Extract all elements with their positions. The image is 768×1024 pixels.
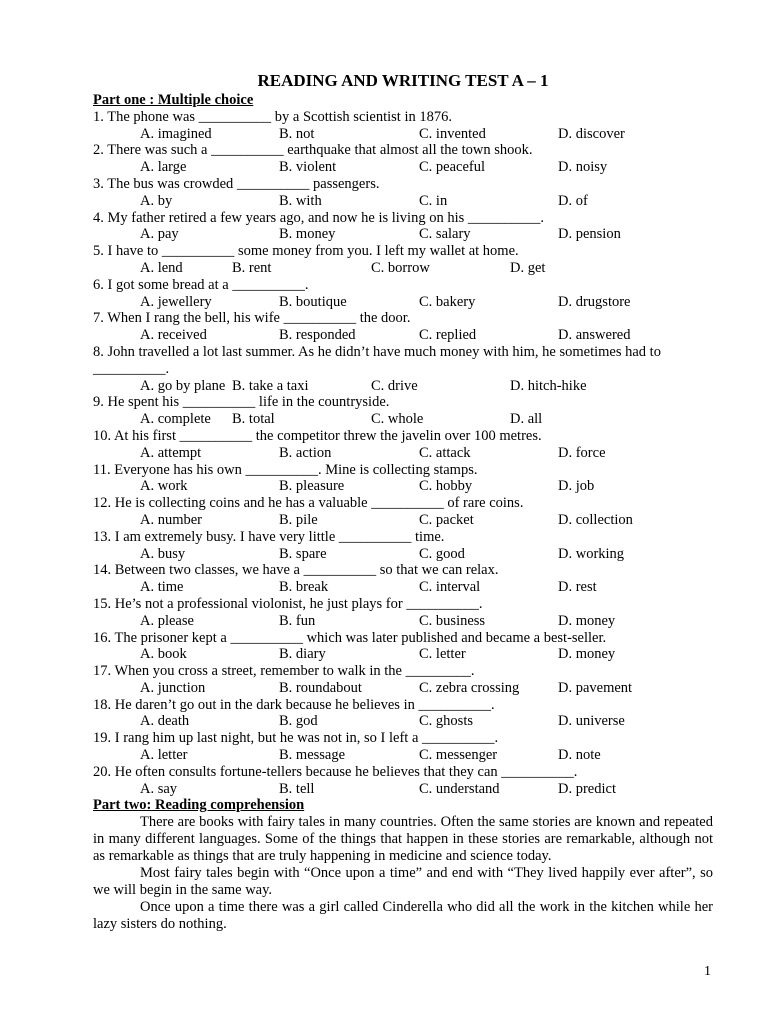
- answer-options-row: [93, 226, 713, 243]
- question-text: 9. He spent his __________ life in the countryside.: [93, 394, 390, 411]
- answer-option: D. pavement: [558, 679, 633, 696]
- answer-options-row: [93, 193, 713, 210]
- question-text: 12. He is collecting coins and he has a valuable __________ of rare coins.: [93, 495, 524, 512]
- answer-option: B. message: [279, 747, 346, 764]
- question-text: 20. He often consults fortune-tellers because he believes that they can __________.: [93, 763, 578, 780]
- answer-option: D. pension: [558, 226, 621, 243]
- answer-option: A. please: [140, 612, 194, 629]
- answer-option: D. job: [558, 478, 595, 495]
- answer-option: B. rent: [232, 259, 272, 276]
- page-number: 1: [704, 964, 711, 979]
- answer-option: A. imagined: [140, 125, 212, 142]
- question-text: 7. When I rang the bell, his wife __________ the door.: [93, 310, 411, 327]
- answer-option: C. letter: [419, 646, 466, 663]
- answer-option: B. boutique: [279, 293, 347, 310]
- answer-option: D. note: [558, 747, 601, 764]
- answer-option: C. good: [419, 545, 465, 562]
- answer-option: B. action: [279, 444, 332, 461]
- answer-options-row: [93, 579, 713, 596]
- question-text: 15. He’s not a professional violonist, he just plays for __________.: [93, 595, 483, 612]
- answer-option: B. spare: [279, 545, 327, 562]
- question-list: [93, 109, 713, 798]
- answer-options-row: [93, 478, 713, 495]
- reading-paragraph: Most fairy tales begin with “Once upon a time” and end with “They lived happily ever after”, so we will begin in the same way.: [93, 865, 713, 899]
- answer-option: B. with: [279, 192, 322, 209]
- answer-options-row: [93, 294, 713, 311]
- answer-option: D. drugstore: [558, 293, 631, 310]
- answer-options-row: [93, 445, 713, 462]
- answer-option: B. take a taxi: [232, 377, 309, 394]
- document-page: [93, 70, 713, 933]
- answer-option: B. not: [279, 125, 315, 142]
- question-text: 13. I am extremely busy. I have very little __________ time.: [93, 528, 445, 545]
- answer-option: D. force: [558, 444, 606, 461]
- question-text: 19. I rang him up last night, but he was not in, so I left a __________.: [93, 730, 499, 747]
- question-text: 6. I got some bread at a __________.: [93, 276, 309, 293]
- answer-option: C. messenger: [419, 747, 498, 764]
- answer-options-row: [93, 781, 713, 798]
- answer-option: C. borrow: [371, 259, 430, 276]
- answer-option: A. complete: [140, 411, 211, 428]
- answer-option: B. money: [279, 226, 336, 243]
- answer-options-row: [93, 713, 713, 730]
- answer-option: B. roundabout: [279, 679, 362, 696]
- answer-option: D. of: [558, 192, 588, 209]
- question-text: 17. When you cross a street, remember to walk in the _________.: [93, 663, 475, 680]
- answer-option: B. fun: [279, 612, 316, 629]
- answer-option: A. say: [140, 780, 178, 797]
- question-text: 3. The bus was crowded __________ passengers.: [93, 175, 380, 192]
- part-two-heading: Part two: Reading comprehension: [93, 797, 305, 814]
- answer-option: D. rest: [558, 579, 597, 596]
- answer-option: A. time: [140, 579, 184, 596]
- answer-option: D. collection: [558, 511, 633, 528]
- question-text: 2. There was such a __________ earthquake that almost all the town shook.: [93, 142, 533, 159]
- answer-option: C. interval: [419, 579, 481, 596]
- answer-option: A. junction: [140, 679, 206, 696]
- answer-option: C. drive: [371, 377, 418, 394]
- reading-paragraph: There are books with fairy tales in many countries. Often the same stories are known and repeated in many different languages. Some of the things that happen in these stories are remarkable, although not as remarkable as things that are truly happening in medicine and science today.: [93, 814, 713, 865]
- question-text: 5. I have to __________ some money from you. I left my wallet at home.: [93, 243, 519, 260]
- question-text: 18. He daren’t go out in the dark because he believes in __________.: [93, 696, 495, 713]
- answer-option: C. salary: [419, 226, 471, 243]
- question-text: 11. Everyone has his own __________. Mine is collecting stamps.: [93, 461, 478, 478]
- answer-option: C. invented: [419, 125, 486, 142]
- answer-option: A. lend: [140, 259, 183, 276]
- answer-option: A. number: [140, 511, 203, 528]
- answer-option: A. letter: [140, 747, 188, 764]
- answer-option: C. packet: [419, 511, 474, 528]
- answer-option: A. work: [140, 478, 188, 495]
- answer-option: C. peaceful: [419, 159, 486, 176]
- answer-options-row: [93, 327, 713, 344]
- answer-option: D. hitch-hike: [510, 377, 587, 394]
- answer-option: D. get: [510, 259, 546, 276]
- answer-option: D. noisy: [558, 159, 608, 176]
- answer-option: B. god: [279, 713, 318, 730]
- answer-option: D. universe: [558, 713, 625, 730]
- answer-option: A. busy: [140, 545, 186, 562]
- answer-option: D. predict: [558, 780, 616, 797]
- answer-options-row: [93, 613, 713, 630]
- answer-option: A. go by plane: [140, 377, 226, 394]
- answer-option: D. all: [510, 411, 543, 428]
- answer-options-row: [93, 411, 713, 428]
- question-text-continued: __________.: [93, 360, 170, 377]
- page-title: READING AND WRITING TEST A – 1: [257, 71, 549, 90]
- answer-option: B. tell: [279, 780, 315, 797]
- answer-option: A. book: [140, 646, 187, 663]
- question-text: 8. John travelled a lot last summer. As he didn’t have much money with him, he sometimes had to: [93, 343, 661, 360]
- answer-option: C. replied: [419, 327, 477, 344]
- answer-options-row: [93, 260, 713, 277]
- answer-option: C. whole: [371, 411, 424, 428]
- question-text: 1. The phone was __________ by a Scottish scientist in 1876.: [93, 108, 452, 125]
- answer-option: B. pleasure: [279, 478, 345, 495]
- answer-option: A. large: [140, 159, 187, 176]
- reading-paragraph: Once upon a time there was a girl called Cinderella who did all the work in the kitchen while her lazy sisters do nothing.: [93, 899, 713, 933]
- answer-option: C. zebra crossing: [419, 679, 520, 696]
- answer-options-row: [93, 126, 713, 143]
- answer-option: C. ghosts: [419, 713, 473, 730]
- question-text: 10. At his first __________ the competitor threw the javelin over 100 metres.: [93, 427, 542, 444]
- answer-option: B. total: [232, 411, 275, 428]
- question-text: 16. The prisoner kept a __________ which was later published and became a best-seller.: [93, 629, 607, 646]
- answer-option: D. answered: [558, 327, 631, 344]
- answer-option: B. diary: [279, 646, 326, 663]
- answer-option: C. hobby: [419, 478, 473, 495]
- answer-option: C. bakery: [419, 293, 476, 310]
- answer-options-row: [93, 378, 713, 395]
- answer-option: A. death: [140, 713, 190, 730]
- answer-option: D. money: [558, 646, 616, 663]
- answer-option: D. discover: [558, 125, 625, 142]
- question-text: 14. Between two classes, we have a __________ so that we can relax.: [93, 562, 499, 579]
- answer-option: A. by: [140, 192, 173, 209]
- answer-options-row: [93, 512, 713, 529]
- answer-option: C. attack: [419, 444, 471, 461]
- answer-option: B. responded: [279, 327, 356, 344]
- answer-option: C. understand: [419, 780, 500, 797]
- answer-option: D. working: [558, 545, 625, 562]
- answer-option: A. attempt: [140, 444, 202, 461]
- answer-option: B. violent: [279, 159, 337, 176]
- answer-options-row: [93, 646, 713, 663]
- answer-option: C. in: [419, 192, 448, 209]
- answer-options-row: [93, 159, 713, 176]
- answer-option: A. jewellery: [140, 293, 212, 310]
- answer-option: A. pay: [140, 226, 179, 243]
- answer-options-row: [93, 747, 713, 764]
- answer-option: A. received: [140, 327, 207, 344]
- answer-option: B. pile: [279, 511, 318, 528]
- answer-options-row: [93, 546, 713, 563]
- part-one-heading: Part one : Multiple choice: [93, 92, 254, 108]
- answer-option: D. money: [558, 612, 616, 629]
- question-text: 4. My father retired a few years ago, and now he is living on his __________.: [93, 209, 545, 226]
- answer-option: B. break: [279, 579, 329, 596]
- answer-options-row: [93, 680, 713, 697]
- answer-option: C. business: [419, 612, 486, 629]
